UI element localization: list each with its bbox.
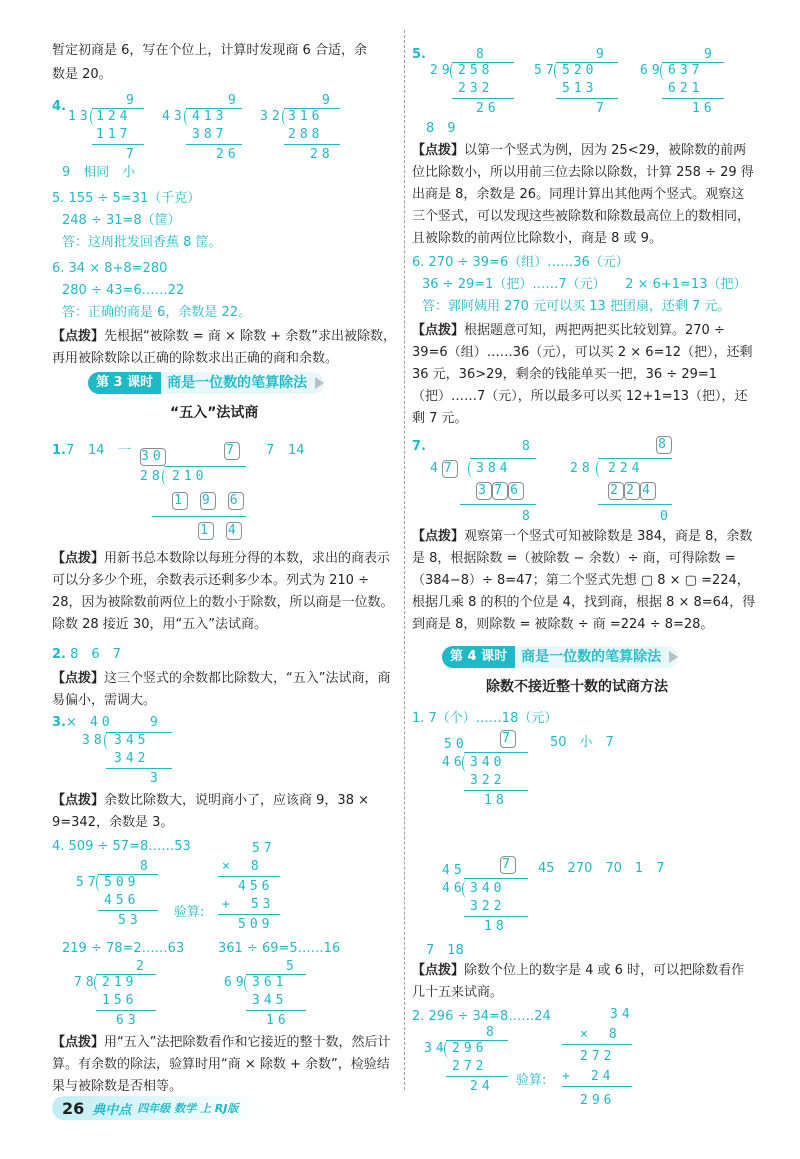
page-number: 26 — [62, 1098, 85, 1118]
brand-logo: 典中点 — [92, 1102, 132, 1118]
l1-box-7: 7 — [224, 442, 240, 460]
lesson-3-subheading: “五入”法试商 — [170, 405, 259, 421]
q5-line-3: 答：这周批发回香蕉 8 筐。 — [62, 235, 222, 250]
lesson-4-subheading: 除数不接近整十数的试商方法 — [486, 679, 668, 695]
r-q6-line-1: 6. 270 ÷ 39=6（组）……36（元） — [412, 255, 629, 270]
tip-1: 【点拨】先根据“被除数 = 商 × 除数 + 余数”求出被除数，再用被除数除以正确的除数求出正确的商和余数。 — [52, 329, 396, 366]
l1-number: 1. — [52, 443, 66, 458]
q5-line-2: 248 ÷ 31=8（筐） — [62, 213, 181, 228]
footer-text: 四年级 数学 上 RJ版 — [137, 1102, 239, 1115]
q6-line-2: 280 ÷ 43=6……22 — [62, 283, 185, 298]
q6-line-1: 6. 34 × 8+8=280 — [52, 261, 168, 276]
lesson-4-banner: 第 4 课时 商是一位数的笔算除法 — [442, 646, 678, 668]
l1-remainder-boxes: 1 4 — [198, 522, 242, 540]
intro-line-1: 暂定初商是 6，写在个位上，计算时发现商 6 合适，余 — [52, 43, 367, 58]
column-divider — [404, 30, 405, 1090]
tip-6: 【点拨】以第一个竖式为例，因为 25<29，被除数的前两位比除数小，所以用前三位去除以除数，计算 258 ÷ 29 得出商是 8，余数是 26。同理计算出其他两个竖式。观察这三个竖式，可以发现这些被除数和除数最高位上的数相同，且被除数的前两位比除数小，商是 8 或 9。 — [412, 143, 754, 246]
r2-head: 2. 296 ÷ 34=8……24 — [412, 1009, 551, 1024]
tip-9: 【点拨】除数个位上的数字是 4 或 6 时，可以把除数看作几十五来试商。 — [412, 963, 745, 1000]
l1-product-boxes: 1 9 6 — [172, 492, 244, 510]
q4-number: 4. — [52, 99, 66, 114]
r1-head: 1. 7（个）……18（元） — [412, 711, 558, 726]
r-q7-product-boxes: 3 7 6 — [476, 482, 524, 500]
q4-answer: 9 相同 小 — [62, 165, 136, 180]
r-q7-product2-boxes: 2 2 4 — [608, 482, 656, 500]
q5-line-1: 5. 155 ÷ 5=31（千克） — [52, 191, 201, 206]
tip-8: 【点拨】观察第一个竖式可知被除数是 384，商是 8，余数是 8，根据除数 =（被除数 − 余数）÷ 商，可得除数 =（384−8）÷ 8=47；第二个竖式先想 ▢ 8 × ▢ =224，根据几乘 8 的积的个位是 4，找到商，根据 8 × 8=64，得到商是 8，则除数 = 被除数 ÷ 商 =224 ÷ 8=28。 — [412, 529, 756, 632]
q6-line-3: 答：正确的商是 6，余数是 22。 — [62, 305, 252, 320]
tip-4: 【点拨】余数比除数大，说明商小了，应该商 9，38 × 9=342，余数是 3。 — [52, 793, 369, 830]
r-q6-line-3: 答：郭阿姨用 270 元可以买 13 把团扇，还剩 7 元。 — [422, 299, 731, 314]
tip-7: 【点拨】根据题意可知，两把两把买比较划算。270 ÷ 39=6（组）……36（元），可以买 2 × 6=12（把），还剩 36 元，36>29，剩余的钱能单买一把，36 ÷ 29=1（把）……7（元），所以最多可以买 12+1=13（把），还剩 7 元。 — [412, 323, 753, 426]
tip-3: 【点拨】这三个竖式的余数都比除数大，“五入”法试商，商易偏小，需调大。 — [52, 671, 391, 708]
r-q6-line-2: 36 ÷ 29=1（把）……7（元） 2 × 6+1=13（把） — [422, 277, 747, 292]
r-q5-answer: 8 9 — [426, 121, 456, 136]
lesson-3-banner: 第 3 课时 商是一位数的笔算除法 — [88, 372, 324, 394]
r-q5-number: 5. — [412, 47, 426, 62]
r-q7-number: 7. — [412, 439, 426, 454]
l3-number: 3.× — [52, 715, 77, 730]
l4-head: 4. 509 ÷ 57=8……53 — [52, 839, 191, 854]
tip-5: 【点拨】用“五入”法把除数看作和它接近的整十数，然后计算。有余数的除法，验算时用“商 × 除数 + 余数”，检验结果与被除数是否相等。 — [52, 1035, 391, 1094]
tip-2: 【点拨】用新书总本数除以每班分得的本数，求出的商表示可以分多少个班，余数表示还剩多少本。列式为 210 ÷ 28，因为被除数前两位上的数小于除数，所以商是一位数。除数 28 接近 30，用“五入”法试商。 — [52, 551, 394, 632]
l2: 2. 8 6 7 — [52, 647, 121, 662]
l1-box-30: 30 — [141, 449, 165, 464]
page-footer — [52, 1096, 262, 1120]
intro-line-2: 数是 20。 — [52, 67, 112, 82]
